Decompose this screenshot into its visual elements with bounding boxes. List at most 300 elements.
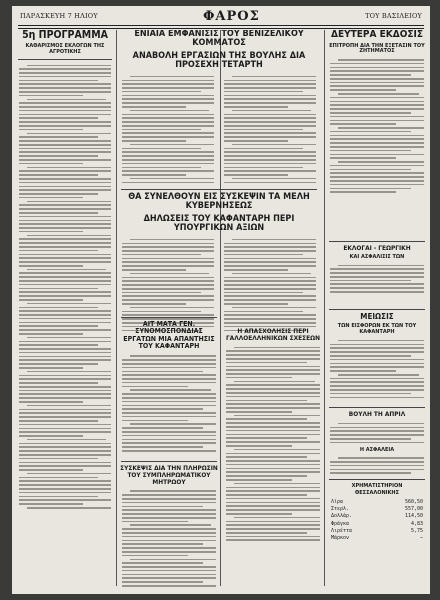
text-line bbox=[19, 182, 111, 184]
text-line bbox=[122, 581, 203, 583]
text-line bbox=[232, 178, 316, 180]
text-line bbox=[122, 532, 216, 534]
text-line bbox=[122, 570, 216, 572]
text-line bbox=[330, 89, 396, 91]
text-line bbox=[330, 427, 424, 429]
text-line bbox=[330, 180, 424, 182]
text-line bbox=[122, 551, 216, 553]
text-line bbox=[226, 513, 292, 515]
text-line bbox=[122, 498, 216, 500]
text-line bbox=[224, 87, 316, 89]
column-1 bbox=[16, 30, 114, 588]
column-1-body bbox=[16, 63, 114, 511]
text-line bbox=[226, 388, 320, 390]
text-line bbox=[27, 439, 106, 441]
text-line bbox=[330, 363, 424, 365]
text-line bbox=[130, 559, 216, 561]
text-line bbox=[122, 502, 216, 504]
text-line bbox=[330, 191, 396, 193]
text-line bbox=[19, 458, 98, 460]
text-line bbox=[224, 182, 316, 184]
newspaper-page bbox=[12, 6, 430, 594]
text-line bbox=[19, 359, 111, 361]
exchange-table bbox=[327, 499, 427, 543]
text-line bbox=[330, 172, 424, 174]
text-line bbox=[330, 442, 424, 444]
text-line bbox=[19, 87, 111, 89]
text-line bbox=[130, 355, 216, 357]
text-line bbox=[224, 277, 316, 279]
text-line bbox=[122, 574, 216, 576]
text-line bbox=[19, 189, 111, 191]
text-line bbox=[338, 59, 424, 61]
text-line bbox=[122, 246, 214, 248]
text-line bbox=[330, 74, 411, 76]
text-line bbox=[122, 401, 216, 403]
exchange-row-value: 114,50 bbox=[404, 513, 423, 520]
text-line bbox=[19, 424, 111, 426]
text-line bbox=[224, 258, 316, 260]
text-line bbox=[122, 125, 214, 127]
text-line bbox=[224, 269, 288, 271]
text-line bbox=[19, 272, 111, 274]
column-4b-subhead: ΚΑΙ ΑΣΦΑΛΙΣΙΣ ΤΩΝ bbox=[349, 253, 405, 260]
text-line bbox=[330, 70, 424, 72]
lower-left-center-story bbox=[119, 314, 219, 454]
text-line bbox=[122, 170, 214, 172]
column-4c-subhead: ΤΩΝ ΕΙΣΦΟΡΩΝ ΕΚ ΤΩΝ ΤΟΥ ΚΑΦΑΝΤΑΡΗ bbox=[337, 323, 417, 336]
text-line bbox=[330, 393, 411, 395]
text-line bbox=[19, 223, 111, 225]
text-line bbox=[122, 83, 214, 85]
text-line bbox=[122, 91, 201, 93]
mid-center-headline-2: ΔΗΛΩΣΕΙΣ ΤΟΥ ΚΑΦΑΝΤΑΡΗ ΠΕΡΙ ΥΠΟΥΡΓΙΚΩΝ ΑΞΙΩΝ bbox=[143, 213, 295, 234]
text-line bbox=[226, 422, 320, 424]
text-line bbox=[122, 167, 201, 169]
text-line bbox=[122, 382, 216, 384]
column-4-top bbox=[327, 30, 427, 205]
column-1-headline: 5η ΠΡΟΓΡΑΜΜΑ bbox=[22, 30, 108, 41]
exchange-table-subtitle: ΘΕΣΣΑΛΟΝΙΚΗΣ bbox=[354, 490, 399, 497]
text-line bbox=[330, 184, 424, 186]
text-line bbox=[122, 367, 216, 369]
text-line bbox=[330, 142, 424, 144]
text-line bbox=[122, 585, 216, 587]
text-line bbox=[224, 106, 288, 108]
text-line bbox=[122, 363, 216, 365]
column-4-subhead: ΕΠΙΤΡΟΠΗ ΔΙΑ ΤΗΝ ΕΞΕΤΑΣΙΝ ΤΟΥ ΖΗΤΗΜΑΤΟΣ bbox=[329, 42, 425, 55]
exchange-row-value: — bbox=[419, 535, 423, 542]
text-line bbox=[19, 386, 111, 388]
text-line bbox=[330, 385, 424, 387]
text-line bbox=[122, 151, 214, 153]
text-line bbox=[226, 350, 320, 352]
text-line bbox=[19, 114, 111, 116]
text-line bbox=[27, 269, 106, 271]
text-line bbox=[330, 165, 424, 167]
text-line bbox=[122, 87, 214, 89]
text-line bbox=[19, 465, 111, 467]
text-line bbox=[130, 76, 214, 78]
text-line bbox=[19, 375, 111, 377]
text-line bbox=[122, 405, 216, 407]
text-line bbox=[330, 112, 411, 114]
text-line bbox=[338, 423, 424, 425]
text-line bbox=[19, 299, 83, 301]
text-line bbox=[226, 524, 320, 526]
text-line bbox=[330, 108, 424, 110]
text-line bbox=[224, 151, 316, 153]
exchange-row bbox=[327, 513, 427, 520]
text-line bbox=[224, 314, 316, 316]
column-rule bbox=[116, 30, 117, 586]
text-line bbox=[224, 322, 316, 324]
text-line bbox=[330, 85, 424, 87]
text-line bbox=[19, 477, 98, 479]
text-line bbox=[27, 337, 111, 339]
text-line bbox=[27, 65, 111, 67]
text-line bbox=[226, 532, 307, 534]
text-line bbox=[226, 369, 320, 371]
text-line bbox=[338, 340, 424, 342]
text-line bbox=[19, 341, 111, 343]
text-line bbox=[330, 381, 424, 383]
text-line bbox=[224, 159, 316, 161]
text-line bbox=[224, 254, 303, 256]
text-line bbox=[122, 148, 201, 150]
text-line bbox=[224, 295, 316, 297]
text-line bbox=[122, 277, 214, 279]
text-line bbox=[226, 430, 320, 432]
text-line bbox=[130, 178, 214, 180]
text-line bbox=[122, 416, 216, 418]
text-line bbox=[330, 169, 411, 171]
text-line bbox=[330, 146, 424, 148]
text-line bbox=[226, 456, 307, 458]
lower-right-center-headline: Η ΑΠΑΣΧΟΛΗΣΙΣ ΠΕΡΙ ΓΑΛΛΟΕΛΛΗΝΙΚΩΝ ΣΧΕΣΕΩΝ bbox=[225, 328, 321, 342]
text-line bbox=[224, 311, 303, 313]
text-line bbox=[226, 539, 320, 541]
text-line bbox=[224, 132, 316, 134]
text-line bbox=[19, 220, 111, 222]
exchange-row-label: Λίρα bbox=[331, 498, 344, 505]
text-line bbox=[122, 174, 186, 176]
text-line bbox=[130, 273, 209, 275]
text-line bbox=[122, 506, 203, 508]
text-line bbox=[19, 204, 111, 206]
text-line bbox=[130, 524, 211, 526]
text-line bbox=[330, 154, 424, 156]
exchange-row-label: Φράγκα bbox=[331, 520, 350, 527]
text-line bbox=[19, 363, 98, 365]
text-line bbox=[122, 159, 214, 161]
text-line bbox=[122, 163, 214, 165]
text-line bbox=[232, 307, 316, 309]
text-line bbox=[122, 439, 216, 441]
text-line bbox=[330, 116, 424, 118]
text-line bbox=[27, 235, 111, 237]
text-line bbox=[19, 314, 111, 316]
exchange-row-value: 5,75 bbox=[410, 527, 423, 534]
column-rule bbox=[324, 30, 325, 586]
text-line bbox=[19, 409, 111, 411]
text-line bbox=[226, 426, 320, 428]
text-line bbox=[122, 132, 214, 134]
text-line bbox=[122, 374, 216, 376]
text-line bbox=[122, 420, 188, 422]
text-line bbox=[226, 418, 307, 420]
text-line bbox=[19, 310, 111, 312]
text-line bbox=[226, 437, 307, 439]
text-line bbox=[19, 397, 111, 399]
text-line bbox=[338, 457, 424, 459]
text-line bbox=[122, 543, 203, 545]
text-line bbox=[122, 155, 214, 157]
exchange-row bbox=[327, 528, 427, 535]
text-line bbox=[122, 284, 214, 286]
exchange-row bbox=[327, 521, 427, 528]
text-line bbox=[19, 431, 111, 433]
column-1-subhead: ΚΑΘΑΡΙΣΜΟΣ ΕΚΛΟΓΩΝ ΤΗΣ ΑΓΡΟΤΙΚΗΣ bbox=[25, 43, 105, 55]
text-line bbox=[19, 488, 111, 490]
text-line bbox=[27, 99, 106, 101]
text-line bbox=[224, 246, 316, 248]
text-line bbox=[122, 254, 201, 256]
text-line bbox=[19, 454, 111, 456]
text-line bbox=[330, 359, 424, 361]
text-line bbox=[330, 101, 424, 103]
text-line bbox=[226, 354, 320, 356]
text-line bbox=[19, 129, 83, 131]
text-line bbox=[226, 403, 320, 405]
exchange-row-value: 560,50 bbox=[404, 498, 423, 505]
text-line bbox=[130, 307, 214, 309]
text-line bbox=[19, 159, 111, 161]
text-line bbox=[226, 479, 292, 481]
text-line bbox=[19, 72, 111, 74]
text-line bbox=[224, 174, 288, 176]
text-line bbox=[330, 188, 411, 190]
text-line bbox=[19, 378, 111, 380]
text-line bbox=[122, 258, 214, 260]
text-line bbox=[122, 427, 203, 429]
text-line bbox=[19, 276, 111, 278]
text-line bbox=[19, 291, 111, 293]
text-line bbox=[19, 295, 111, 297]
exchange-row-label: Δολλάρ. bbox=[331, 513, 353, 520]
text-line bbox=[226, 471, 320, 473]
text-line bbox=[122, 359, 216, 361]
text-line bbox=[130, 423, 216, 425]
text-line bbox=[122, 442, 216, 444]
text-line bbox=[122, 129, 201, 131]
text-line bbox=[330, 438, 411, 440]
text-line bbox=[330, 461, 424, 463]
exchange-row-label: Λιρέττα bbox=[331, 527, 353, 534]
masthead-rule-2 bbox=[18, 28, 424, 29]
text-line bbox=[27, 371, 111, 373]
text-line bbox=[330, 347, 424, 349]
text-line bbox=[19, 435, 83, 437]
text-line bbox=[224, 80, 316, 82]
text-line bbox=[19, 416, 111, 418]
masthead-title: ΦΑΡΟΣ bbox=[203, 8, 260, 24]
text-line bbox=[122, 408, 203, 410]
text-line bbox=[122, 80, 214, 82]
text-line bbox=[224, 318, 316, 320]
exchange-row-label: Μάρκον bbox=[331, 535, 350, 542]
column-4-second bbox=[327, 238, 427, 302]
text-line bbox=[19, 333, 83, 335]
mid-center-headline-1: ΘΑ ΣΥΝΕΛΘΟΥΝ ΕΙΣ ΣΥΣΚΕΨΙΝ ΤΑ ΜΕΛΗ ΚΥΒΕΡΝΗΣΕΩΣ bbox=[128, 192, 310, 212]
text-line bbox=[122, 446, 203, 448]
text-line bbox=[122, 292, 201, 294]
text-line bbox=[330, 276, 424, 278]
column-4c-headline: ΜΕΙΩΣΙΣ bbox=[360, 312, 394, 321]
text-line bbox=[19, 208, 111, 210]
text-line bbox=[19, 307, 98, 309]
text-line bbox=[122, 566, 216, 568]
text-line bbox=[19, 91, 111, 93]
text-line bbox=[122, 378, 216, 380]
text-line bbox=[224, 167, 303, 169]
text-line bbox=[122, 261, 214, 263]
text-line bbox=[19, 186, 111, 188]
text-line bbox=[122, 299, 214, 301]
text-line bbox=[330, 344, 424, 346]
text-line bbox=[19, 480, 111, 482]
text-line bbox=[226, 460, 320, 462]
text-line bbox=[330, 283, 424, 285]
text-line bbox=[122, 98, 214, 100]
text-line bbox=[19, 393, 111, 395]
text-line bbox=[19, 390, 111, 392]
text-line bbox=[226, 502, 320, 504]
text-line bbox=[330, 82, 424, 84]
text-line bbox=[122, 412, 216, 414]
masthead-rule bbox=[18, 25, 424, 26]
text-line bbox=[226, 528, 320, 530]
text-line bbox=[224, 83, 316, 85]
text-line bbox=[122, 243, 214, 245]
text-line bbox=[122, 555, 188, 557]
text-line bbox=[226, 490, 320, 492]
text-line bbox=[122, 521, 188, 523]
text-line bbox=[224, 303, 288, 305]
text-line bbox=[226, 453, 320, 455]
text-line bbox=[224, 280, 316, 282]
text-line bbox=[122, 265, 214, 267]
text-line bbox=[224, 121, 316, 123]
text-line bbox=[122, 117, 214, 119]
text-line bbox=[330, 287, 424, 289]
text-line bbox=[330, 131, 411, 133]
column-4-bottom bbox=[327, 404, 427, 588]
exchange-row bbox=[327, 535, 427, 542]
text-line bbox=[234, 415, 320, 417]
text-line bbox=[226, 441, 320, 443]
text-line bbox=[19, 170, 111, 172]
text-line bbox=[19, 462, 111, 464]
text-line bbox=[27, 405, 111, 407]
text-line bbox=[122, 386, 188, 388]
text-line bbox=[122, 303, 186, 305]
exchange-row bbox=[327, 499, 427, 506]
text-line bbox=[19, 106, 111, 108]
text-line bbox=[19, 117, 98, 119]
text-line bbox=[226, 445, 292, 447]
text-line bbox=[19, 238, 111, 240]
text-line bbox=[226, 396, 320, 398]
text-line bbox=[19, 216, 111, 218]
text-line bbox=[19, 254, 111, 256]
text-line bbox=[232, 110, 311, 112]
text-line bbox=[19, 318, 111, 320]
text-line bbox=[19, 110, 111, 112]
text-line bbox=[338, 127, 424, 129]
lower-left-center-headline: ΑΙΤ ΜΑΤΑ ΓΕΝ. ΣΥΝΟΜΟΣΠΟΝΔΙΑΣ ΕΡΓΑΤΩΝ ΜΙΑ ΑΠΑΝΤΗΣΙΣ ΤΟΥ ΚΑΦΑΝΤΑΡΗ bbox=[123, 320, 215, 351]
text-line bbox=[122, 280, 214, 282]
text-line bbox=[130, 110, 209, 112]
text-line bbox=[330, 351, 424, 353]
text-line bbox=[330, 469, 424, 471]
text-line bbox=[19, 95, 83, 97]
text-line bbox=[330, 397, 424, 399]
text-line bbox=[224, 155, 316, 157]
text-line bbox=[330, 272, 424, 274]
text-line bbox=[226, 362, 307, 364]
text-line bbox=[122, 182, 214, 184]
text-line bbox=[19, 76, 111, 78]
text-line bbox=[234, 381, 315, 383]
text-line bbox=[122, 494, 216, 496]
text-line bbox=[330, 120, 424, 122]
text-line bbox=[19, 450, 111, 452]
text-line bbox=[19, 348, 111, 350]
text-line bbox=[224, 148, 303, 150]
text-line bbox=[226, 487, 320, 489]
text-line bbox=[330, 472, 411, 474]
text-line bbox=[19, 163, 83, 165]
text-line bbox=[19, 68, 111, 70]
text-line bbox=[19, 492, 111, 494]
masthead bbox=[20, 8, 422, 24]
bottom-center-headline: ΣΥΣΚΕΨΙΣ ΔΙΑ ΤΗΝ ΠΛΗΡΩΣΙΝ ΤΟΥ ΣΥΜΠΛΗΡΩΜΑΤΙΚΟΥ ΜΗΤΡΩΟΥ bbox=[120, 464, 218, 486]
text-line bbox=[122, 295, 214, 297]
text-line bbox=[224, 243, 316, 245]
text-line bbox=[226, 358, 320, 360]
text-line bbox=[224, 136, 316, 138]
text-line bbox=[19, 257, 111, 259]
text-line bbox=[19, 250, 98, 252]
text-line bbox=[226, 373, 320, 375]
text-line bbox=[19, 356, 111, 358]
text-line bbox=[330, 430, 424, 432]
text-line bbox=[122, 509, 216, 511]
text-line bbox=[19, 325, 98, 327]
column-4-headline: ΔΕΥΤΕΡΑ ΕΚΔΟΣΙΣ bbox=[331, 30, 423, 40]
text-line bbox=[330, 434, 424, 436]
column-4b-headline: ΕΚΛΟΓΑΙ - ΓΕΩΡΓΙΚΗ bbox=[343, 244, 411, 252]
text-line bbox=[224, 250, 316, 252]
text-line bbox=[330, 138, 424, 140]
text-line bbox=[19, 280, 111, 282]
masthead-date: ΠΑΡΑΣΚΕΥΗ 7 ΗΛΙΟΥ bbox=[20, 12, 98, 20]
text-line bbox=[226, 498, 320, 500]
text-line bbox=[232, 239, 316, 241]
text-line bbox=[232, 273, 311, 275]
text-line bbox=[19, 83, 111, 85]
